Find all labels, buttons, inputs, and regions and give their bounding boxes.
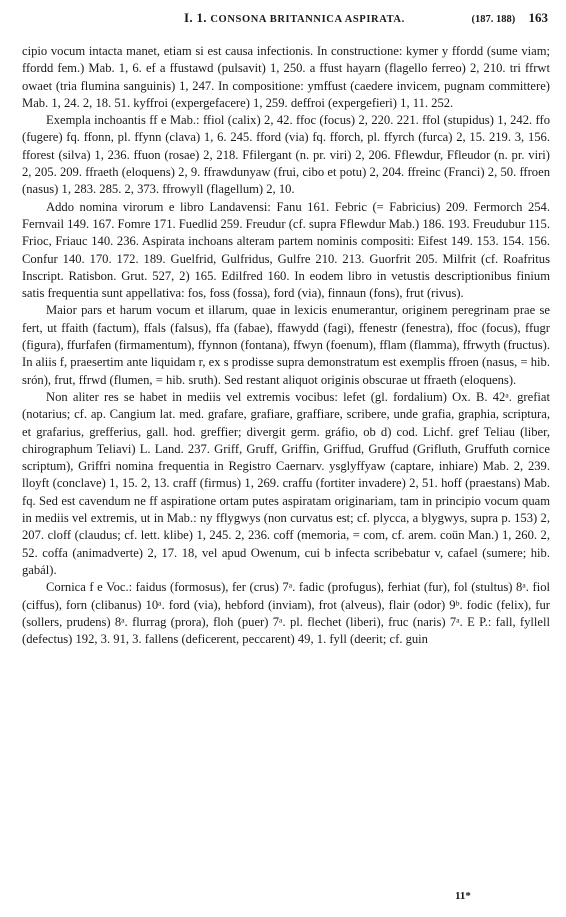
paragraph-cornica: Cornica f e Voc.: faidus (formosus), fer (crus) 7ᵃ. fadic (profugus), ferhiat (fur), fol (stultus) 8ᵃ. fiol (ciffus), forn (clibanus) 10ᵃ. ford (via), hebford (inviam), frot (alveus), flair (odor) 9ᵇ. fodic (felix), fur (sollers, prudens) 8ᵃ. flurrag (prora), floh (puer) 7ᵃ. pl. flechet (liberi), fruc (naris) 7ᵃ. E P.: fall, fyllell (defectus) 192, 3. 91, 3. fallens (deficerent, peccarent) 49, 1. fyll (deerit; cf. guin [22, 580, 550, 647]
running-header [24, 10, 554, 30]
paragraph-exempla: Exempla inchoantis ff e Mab.: ffiol (calix) 2, 42. ffoc (focus) 2, 220. 221. ffol (stupidus) 1, 242. ffo (fugere) fq. ffonn, pl. ffynn (clava) 1, 6. 245. fford (via) fq. fforch, pl. ffyrch (furca) 2, 15. 219. 3, 156. fforest (silva) 1, 236. ffuon (rosae) 2, 218. Ffilergant (n. pr. viri) 2, 206. Fflewdur, Ffleudor (n. pr. viri) 2, 205. 209. ffraeth (eloquens) 2, 9. ffrawdunyaw (frui, cibo et potu) 2, 204. ffreinc (Franci) 2, 50. ffroen (nasus) 1, 283. 285. 2, 373. ffrowyll (flagellum) 2, 10. [22, 113, 550, 197]
paragraph-continuation: cipio vocum intacta manet, etiam si est causa infectionis. In constructione: kymer y ffordd (sume viam; ffordd fem.) Mab. 1, 6. ef a ffustawd (pulsavit) 1, 250. a ffust hayarn (flagello ferreo) 2, 210. tri ffrwt owaet (tria flumina sanguinis) 1, 247. In compositione: ymffust (caedere invicem, pugnam committere) Mab. 1, 24. 2, 18. 51. kyffroi (expergefacere) 1, 259. deffroi (expergefieri) 1, 11. 252. [22, 44, 550, 110]
signature-mark: 11* [455, 890, 471, 902]
body-text [22, 43, 550, 648]
header-title-group [184, 10, 405, 26]
page-number: 163 [528, 10, 548, 25]
header-right [472, 10, 549, 26]
paragraph-nomina-virorum: Addo nomina virorum e libro Landavensi: Fanu 161. Febric (= Fabricius) 209. Fermorch 254. Fernvail 149. 167. Fomre 171. Fuedlid 259. Freudur (cf. supra Fflewdur Mab.) 186. 193. Freudubur 115. Frioc, Friauc 140. 236. Aspirata inchoans alteram partem nominis compositi: Eifest 149. 153. 154. 156. Confur 140. 170. 172. 189. Guelfrid, Gulfridus, Gulfre 210. 213. Guorfrit 205. Milfrit (cf. Roafritus Inscript. Ratisbon. Grut. 527, 2) 165. Edilfred 160. In eodem libro in vetustis descriptionibus finium satis frequentia sunt appellativa: fos, foss (fossa), ford (via), finnaun (fons), frut (rivus). [22, 199, 550, 301]
paragraph-maior-pars: Maior pars et harum vocum et illarum, quae in lexicis enumerantur, originem peregrinam prae se fert, ut ffaith (factum), ffals (falsus), ffa (fabae), ffawydd (fagi), ffenestr (fenestra), ffoc (focus), ffugr (figura), ffurfafen (firmamentum), ffynnon (fontana), ffwyn (foenum), fflam (flamma), ffrwyth (fructus). In aliis f, praesertim ante liquidam r, ex s prodisse supra demonstratum est exemplis ffroen (nasus, = hib. srón), frut, ffrwd (flumen, = hib. sruth). Sed restant aliquot originis obscurae ut ffraeth (eloquens). [22, 303, 550, 387]
header-section: I. 1. [184, 10, 207, 25]
paragraph-non-aliter: Non aliter res se habet in mediis vel extremis vocibus: lefet (gl. fordalium) Ox. B. 42ᵃ. grefiat (notarius; cf. ap. Cangium lat. med. grafare, grafiare, graffiare, scribere, unde grafia, graphia, scriptura, et grafarius, grefferius, gall. hod. greffier; divergit germ. gráfio, ob d) cod. Lichf. gref Teliau (liber, chirographum Teliavi) L. Land. 237. Griff, Gruff, Griffin, Griffud, Gruffud (Grifluth, Gruffuth cornice scriptum), Griffri nomina frequentia in Registro Caernarv. ysglyffyaw (captare, inhiare) Mab. 2, 239. lloyft (conclave) 1, 15. 2, 13. craff (firmus) 1, 269. craffu (fortiter invadere) 2, 51. hoff (praestans) Mab. fq. Sed est cavendum ne ff aspiratione ortam putes aspiratam originariam, tam in principio vocum quam in mediis vel extremis, ut in Mab.: ny fflygwys (non curvatus est; cf. plycca, a blygwys, supra p. 153) 2, 207. cloff (claudus; cf. lett. klibe) 1, 245. 2, 236. coff (memoria, = com, cf. arem. coün Man.) 1, 260. 2, 52. coffa (animadverte) 2, 17. 18, vel apud Owenum, cui b infecta scribebatur v, cafael (sumere; hib. gabál). [22, 389, 550, 577]
header-refs: (187. 188) [471, 14, 516, 25]
header-title: CONSONA BRITANNICA ASPIRATA. [210, 14, 405, 25]
